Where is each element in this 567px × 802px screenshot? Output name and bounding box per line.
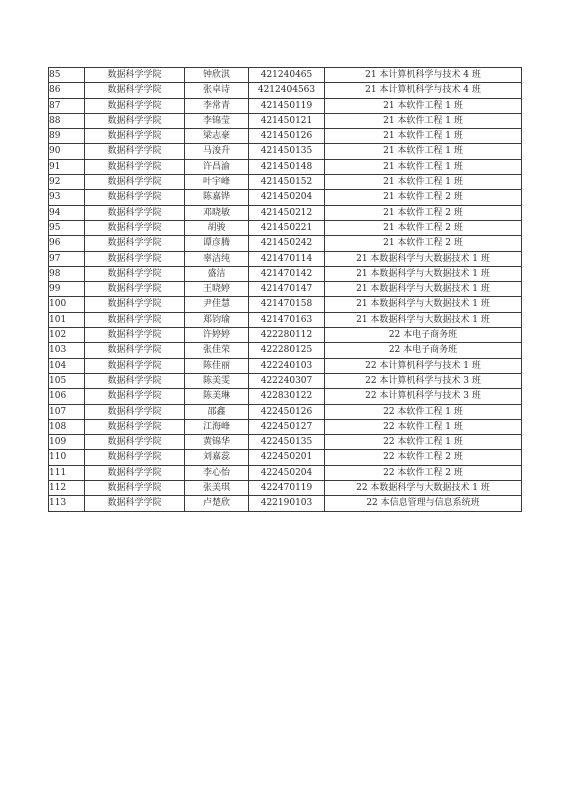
student-name-cell: 辜洁纯 [185, 251, 249, 266]
class-cell: 22 本数据科学与大数据技术 1 班 [325, 481, 522, 496]
student-name-cell: 马浚升 [185, 144, 249, 159]
student-name-cell: 盛洁 [185, 266, 249, 281]
college-cell: 数据科学学院 [85, 343, 185, 358]
table-row [49, 159, 522, 174]
student-id-cell: 421470163 [249, 312, 325, 327]
table-row [49, 205, 522, 220]
student-roster-table [48, 67, 522, 512]
student-name-cell: 李心怡 [185, 465, 249, 480]
student-id-cell: 421450204 [249, 190, 325, 205]
row-number-cell: 85 [49, 68, 85, 83]
student-name-cell: 陈佳丽 [185, 358, 249, 373]
college-cell: 数据科学学院 [85, 144, 185, 159]
row-number-cell: 106 [49, 389, 85, 404]
row-number-cell: 105 [49, 373, 85, 388]
college-cell: 数据科学学院 [85, 266, 185, 281]
class-cell: 21 本软件工程 2 班 [325, 220, 522, 235]
class-cell: 21 本数据科学与大数据技术 1 班 [325, 251, 522, 266]
college-cell: 数据科学学院 [85, 159, 185, 174]
college-cell: 数据科学学院 [85, 358, 185, 373]
student-id-cell: 421450148 [249, 159, 325, 174]
student-name-cell: 邓晓敏 [185, 205, 249, 220]
student-name-cell: 张佳荣 [185, 343, 249, 358]
class-cell: 21 本软件工程 1 班 [325, 175, 522, 190]
student-name-cell: 刘嘉蕊 [185, 450, 249, 465]
student-id-cell: 422450127 [249, 419, 325, 434]
row-number-cell: 109 [49, 435, 85, 450]
row-number-cell: 111 [49, 465, 85, 480]
table-row [49, 266, 522, 281]
student-id-cell: 421470158 [249, 297, 325, 312]
college-cell: 数据科学学院 [85, 175, 185, 190]
class-cell: 21 本软件工程 1 班 [325, 113, 522, 128]
student-id-cell: 422450201 [249, 450, 325, 465]
class-cell: 21 本软件工程 2 班 [325, 205, 522, 220]
student-name-cell: 李锦莹 [185, 113, 249, 128]
class-cell: 22 本计算机科学与技术 1 班 [325, 358, 522, 373]
table-row [49, 236, 522, 251]
student-name-cell: 胡骏 [185, 220, 249, 235]
student-id-cell: 421450242 [249, 236, 325, 251]
table-row [49, 389, 522, 404]
class-cell: 21 本软件工程 1 班 [325, 129, 522, 144]
class-cell: 22 本软件工程 2 班 [325, 450, 522, 465]
class-cell: 22 本软件工程 1 班 [325, 404, 522, 419]
college-cell: 数据科学学院 [85, 328, 185, 343]
college-cell: 数据科学学院 [85, 312, 185, 327]
student-id-cell: 4212404563 [249, 83, 325, 98]
row-number-cell: 96 [49, 236, 85, 251]
student-id-cell: 421470114 [249, 251, 325, 266]
student-id-cell: 421240465 [249, 68, 325, 83]
college-cell: 数据科学学院 [85, 419, 185, 434]
college-cell: 数据科学学院 [85, 68, 185, 83]
row-number-cell: 113 [49, 496, 85, 511]
college-cell: 数据科学学院 [85, 496, 185, 511]
student-id-cell: 422450204 [249, 465, 325, 480]
row-number-cell: 87 [49, 98, 85, 113]
student-name-cell: 陈嘉铧 [185, 190, 249, 205]
college-cell: 数据科学学院 [85, 465, 185, 480]
table-row [49, 282, 522, 297]
row-number-cell: 88 [49, 113, 85, 128]
table-row [49, 220, 522, 235]
student-id-cell: 421450221 [249, 220, 325, 235]
table-row [49, 358, 522, 373]
student-name-cell: 许婷婷 [185, 328, 249, 343]
row-number-cell: 95 [49, 220, 85, 235]
college-cell: 数据科学学院 [85, 236, 185, 251]
class-cell: 22 本电子商务班 [325, 328, 522, 343]
student-name-cell: 钟欣淇 [185, 68, 249, 83]
college-cell: 数据科学学院 [85, 129, 185, 144]
table-row [49, 98, 522, 113]
student-name-cell: 陈美雯 [185, 373, 249, 388]
class-cell: 21 本软件工程 1 班 [325, 144, 522, 159]
table-row [49, 419, 522, 434]
student-name-cell: 尹佳慧 [185, 297, 249, 312]
table-row [49, 435, 522, 450]
table-row [49, 450, 522, 465]
class-cell: 21 本计算机科学与技术 4 班 [325, 68, 522, 83]
row-number-cell: 91 [49, 159, 85, 174]
row-number-cell: 92 [49, 175, 85, 190]
table-row [49, 113, 522, 128]
class-cell: 22 本计算机科学与技术 3 班 [325, 373, 522, 388]
class-cell: 21 本数据科学与大数据技术 1 班 [325, 312, 522, 327]
student-id-cell: 421450121 [249, 113, 325, 128]
student-id-cell: 421450212 [249, 205, 325, 220]
college-cell: 数据科学学院 [85, 251, 185, 266]
table-row [49, 144, 522, 159]
class-cell: 22 本计算机科学与技术 3 班 [325, 389, 522, 404]
roster-body [49, 68, 522, 512]
class-cell: 22 本电子商务班 [325, 343, 522, 358]
table-row [49, 297, 522, 312]
student-id-cell: 422830122 [249, 389, 325, 404]
row-number-cell: 104 [49, 358, 85, 373]
student-id-cell: 421470147 [249, 282, 325, 297]
row-number-cell: 94 [49, 205, 85, 220]
college-cell: 数据科学学院 [85, 481, 185, 496]
student-id-cell: 421470142 [249, 266, 325, 281]
table-row [49, 343, 522, 358]
college-cell: 数据科学学院 [85, 98, 185, 113]
student-name-cell: 叶宇峰 [185, 175, 249, 190]
table-row [49, 481, 522, 496]
student-name-cell: 许昌渝 [185, 159, 249, 174]
college-cell: 数据科学学院 [85, 297, 185, 312]
row-number-cell: 86 [49, 83, 85, 98]
college-cell: 数据科学学院 [85, 450, 185, 465]
student-id-cell: 421450126 [249, 129, 325, 144]
college-cell: 数据科学学院 [85, 205, 185, 220]
student-id-cell: 422240103 [249, 358, 325, 373]
student-name-cell: 张美琪 [185, 481, 249, 496]
class-cell: 21 本数据科学与大数据技术 1 班 [325, 297, 522, 312]
student-id-cell: 422280125 [249, 343, 325, 358]
class-cell: 21 本软件工程 1 班 [325, 159, 522, 174]
table-row [49, 68, 522, 83]
table-row [49, 129, 522, 144]
row-number-cell: 98 [49, 266, 85, 281]
student-name-cell: 郑钧瑜 [185, 312, 249, 327]
row-number-cell: 110 [49, 450, 85, 465]
table-row [49, 83, 522, 98]
college-cell: 数据科学学院 [85, 435, 185, 450]
table-row [49, 251, 522, 266]
college-cell: 数据科学学院 [85, 282, 185, 297]
class-cell: 22 本软件工程 2 班 [325, 465, 522, 480]
table-row [49, 404, 522, 419]
college-cell: 数据科学学院 [85, 404, 185, 419]
class-cell: 21 本软件工程 1 班 [325, 98, 522, 113]
student-name-cell: 陈美琳 [185, 389, 249, 404]
student-id-cell: 422450135 [249, 435, 325, 450]
class-cell: 21 本数据科学与大数据技术 1 班 [325, 282, 522, 297]
table-row [49, 175, 522, 190]
class-cell: 22 本信息管理与信息系统班 [325, 496, 522, 511]
student-id-cell: 422450126 [249, 404, 325, 419]
row-number-cell: 93 [49, 190, 85, 205]
row-number-cell: 100 [49, 297, 85, 312]
row-number-cell: 89 [49, 129, 85, 144]
row-number-cell: 112 [49, 481, 85, 496]
student-name-cell: 江海峰 [185, 419, 249, 434]
table-row [49, 496, 522, 511]
class-cell: 21 本数据科学与大数据技术 1 班 [325, 266, 522, 281]
row-number-cell: 108 [49, 419, 85, 434]
row-number-cell: 90 [49, 144, 85, 159]
class-cell: 22 本软件工程 1 班 [325, 419, 522, 434]
row-number-cell: 99 [49, 282, 85, 297]
student-name-cell: 李常青 [185, 98, 249, 113]
college-cell: 数据科学学院 [85, 190, 185, 205]
college-cell: 数据科学学院 [85, 220, 185, 235]
table-row [49, 328, 522, 343]
table-row [49, 312, 522, 327]
class-cell: 21 本软件工程 2 班 [325, 236, 522, 251]
college-cell: 数据科学学院 [85, 373, 185, 388]
student-name-cell: 谭彦腾 [185, 236, 249, 251]
class-cell: 22 本软件工程 1 班 [325, 435, 522, 450]
class-cell: 21 本软件工程 2 班 [325, 190, 522, 205]
row-number-cell: 103 [49, 343, 85, 358]
row-number-cell: 97 [49, 251, 85, 266]
table-row [49, 465, 522, 480]
student-id-cell: 422240307 [249, 373, 325, 388]
student-id-cell: 421450152 [249, 175, 325, 190]
student-name-cell: 王晓婷 [185, 282, 249, 297]
table-row [49, 373, 522, 388]
row-number-cell: 102 [49, 328, 85, 343]
class-cell: 21 本计算机科学与技术 4 班 [325, 83, 522, 98]
student-name-cell: 黄锦华 [185, 435, 249, 450]
college-cell: 数据科学学院 [85, 389, 185, 404]
student-name-cell: 邵鑫 [185, 404, 249, 419]
student-id-cell: 422280112 [249, 328, 325, 343]
college-cell: 数据科学学院 [85, 113, 185, 128]
student-id-cell: 422470119 [249, 481, 325, 496]
student-name-cell: 梁志豪 [185, 129, 249, 144]
student-id-cell: 422190103 [249, 496, 325, 511]
roster-sheet [48, 67, 521, 512]
row-number-cell: 101 [49, 312, 85, 327]
student-id-cell: 421450119 [249, 98, 325, 113]
student-name-cell: 张卓诗 [185, 83, 249, 98]
table-row [49, 190, 522, 205]
row-number-cell: 107 [49, 404, 85, 419]
student-name-cell: 卢楚欣 [185, 496, 249, 511]
college-cell: 数据科学学院 [85, 83, 185, 98]
student-id-cell: 421450135 [249, 144, 325, 159]
